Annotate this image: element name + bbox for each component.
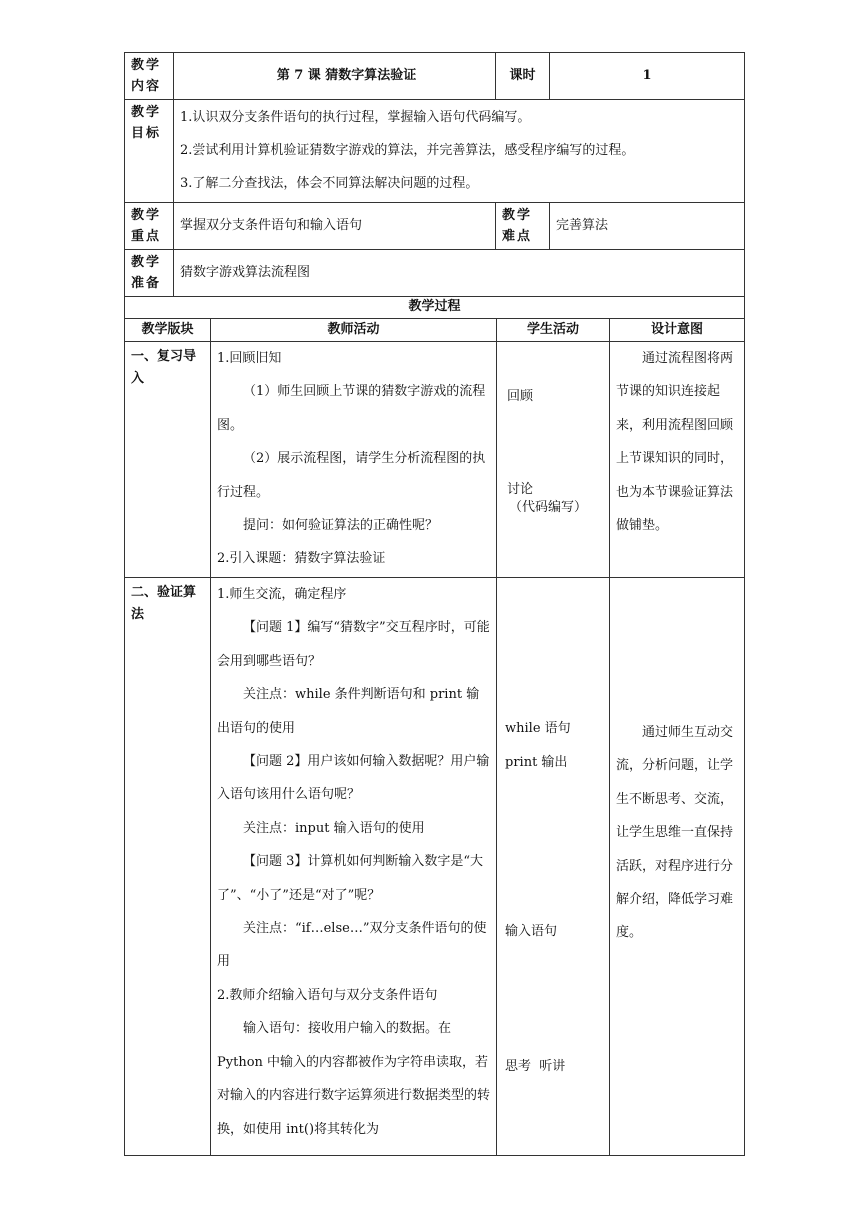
teacher-line: 关注点：“if…else…”双分支条件语句的使用 bbox=[217, 921, 487, 970]
process-table bbox=[124, 296, 745, 1156]
lesson-title: 第 7 课 猜数字算法验证 bbox=[174, 53, 496, 100]
section1-student bbox=[497, 342, 610, 578]
teacher-line: 1.回顾旧知 bbox=[217, 351, 282, 366]
section2-teacher bbox=[211, 578, 497, 1156]
student-activity: print 输出 bbox=[505, 755, 568, 770]
period-label: 课时 bbox=[496, 53, 550, 100]
goal-item: 2.尝试利用计算机验证猜数字游戏的算法，并完善算法，感受程序编写的过程。 bbox=[180, 143, 635, 158]
section2-design bbox=[610, 578, 745, 1156]
col-header-block: 教学版块 bbox=[125, 319, 211, 342]
key-label: 教学重点 bbox=[125, 203, 174, 250]
process-title: 教学过程 bbox=[125, 297, 745, 319]
design-text: 通过师生互动交流，分析问题，让学生不断思考、交流，让学生思维一直保持活跃，对程序进行分解介绍，降低学习难度。 bbox=[616, 725, 734, 941]
teacher-line: 【问题 3】计算机如何判断输入数字是“大了”、“小了”还是“对了”呢？ bbox=[217, 854, 484, 903]
student-activity: while 语句 bbox=[505, 721, 571, 736]
section1-block: 一、复习导入 bbox=[125, 342, 211, 578]
teacher-line: 关注点：input 输入语句的使用 bbox=[243, 820, 425, 836]
teacher-line: 2.引入课题：猜数字算法验证 bbox=[217, 551, 386, 567]
section1-design bbox=[610, 342, 745, 578]
teacher-line: （1）师生回顾上节课的猜数字游戏的流程图。 bbox=[217, 384, 486, 433]
teacher-line: 关注点：while 条件判断语句和 print 输出语句的使用 bbox=[217, 687, 480, 736]
period-value: 1 bbox=[550, 53, 745, 100]
teacher-line: 【问题 2】用户该如何输入数据呢？用户输入语句该用什么语句呢？ bbox=[217, 754, 490, 803]
lesson-info-table bbox=[124, 52, 745, 297]
col-header-design: 设计意图 bbox=[610, 319, 745, 342]
goals-cell bbox=[174, 100, 745, 203]
prep-label: 教学准备 bbox=[125, 250, 174, 297]
goal-item: 3.了解二分查找法，体会不同算法解决问题的过程。 bbox=[180, 176, 479, 191]
section1-teacher bbox=[211, 342, 497, 578]
student-activity: 思考 听讲 bbox=[505, 1059, 566, 1074]
student-activity: 输入语句 bbox=[505, 924, 558, 939]
teacher-line: 1.师生交流，确定程序 bbox=[217, 587, 347, 602]
difficulty-label: 教学难点 bbox=[496, 203, 550, 250]
student-activity: （代码编写） bbox=[509, 500, 588, 515]
design-text: 通过流程图将两节课的知识连接起来，利用流程图回顾上节课知识的同时，也为本节课验证算法做铺垫。 bbox=[616, 351, 734, 534]
key-value: 掌握双分支条件语句和输入语句 bbox=[174, 203, 496, 250]
section2-student bbox=[497, 578, 610, 1156]
student-activity: 回顾 bbox=[507, 389, 534, 404]
content-label: 教学内容 bbox=[125, 53, 174, 100]
teacher-line: 输入语句：接收用户输入的数据。在 Python 中输入的内容都被作为字符串读取，若对输入的内容进行数字运算须进行数据类型的转换，如使用 int()将其转化为 bbox=[217, 1021, 491, 1137]
goal-item: 1.认识双分支条件语句的执行过程，掌握输入语句代码编写。 bbox=[180, 110, 531, 125]
teacher-line: 2.教师介绍输入语句与双分支条件语句 bbox=[217, 987, 438, 1003]
student-activity: 讨论 bbox=[507, 482, 534, 497]
teacher-line: （2）展示流程图，请学生分析流程图的执行过程。 bbox=[217, 451, 486, 500]
col-header-teacher: 教师活动 bbox=[211, 319, 497, 342]
teacher-line: 【问题 1】编写“猜数字”交互程序时，可能会用到哪些语句？ bbox=[217, 620, 490, 669]
prep-value: 猜数字游戏算法流程图 bbox=[174, 250, 745, 297]
goals-label: 教学目标 bbox=[125, 100, 174, 203]
teacher-line: 提问：如何验证算法的正确性呢？ bbox=[243, 518, 439, 534]
lesson-plan bbox=[124, 52, 744, 1156]
difficulty-value: 完善算法 bbox=[550, 203, 745, 250]
section2-block: 二、验证算法 bbox=[125, 578, 211, 1156]
col-header-student: 学生活动 bbox=[497, 319, 610, 342]
